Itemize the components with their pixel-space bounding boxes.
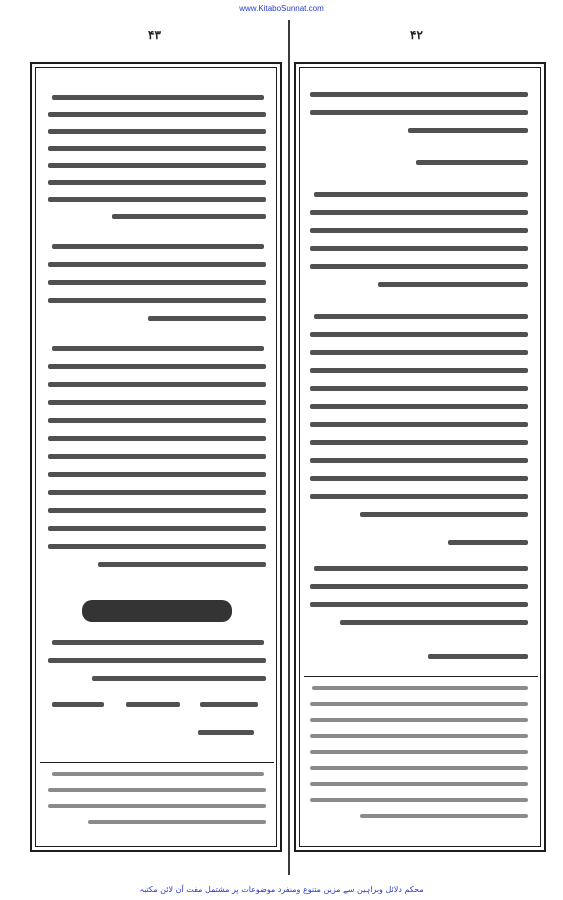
left-footnote-separator (40, 762, 274, 763)
site-url[interactable]: www.KitaboSunnat.com (239, 4, 324, 13)
right-page-number: ۴۲ (410, 28, 423, 42)
right-page-inner-border (299, 67, 541, 847)
left-page-section-heading (82, 600, 232, 622)
left-page-number: ۴۳ (148, 28, 161, 42)
library-caption[interactable]: محکم دلائل وبراہین سے مزین متنوع ومنفرد موضوعات پر مشتمل مفت آن لائن مکتبہ (139, 885, 424, 894)
book-spine (288, 20, 290, 875)
right-footnote-separator (304, 676, 538, 677)
